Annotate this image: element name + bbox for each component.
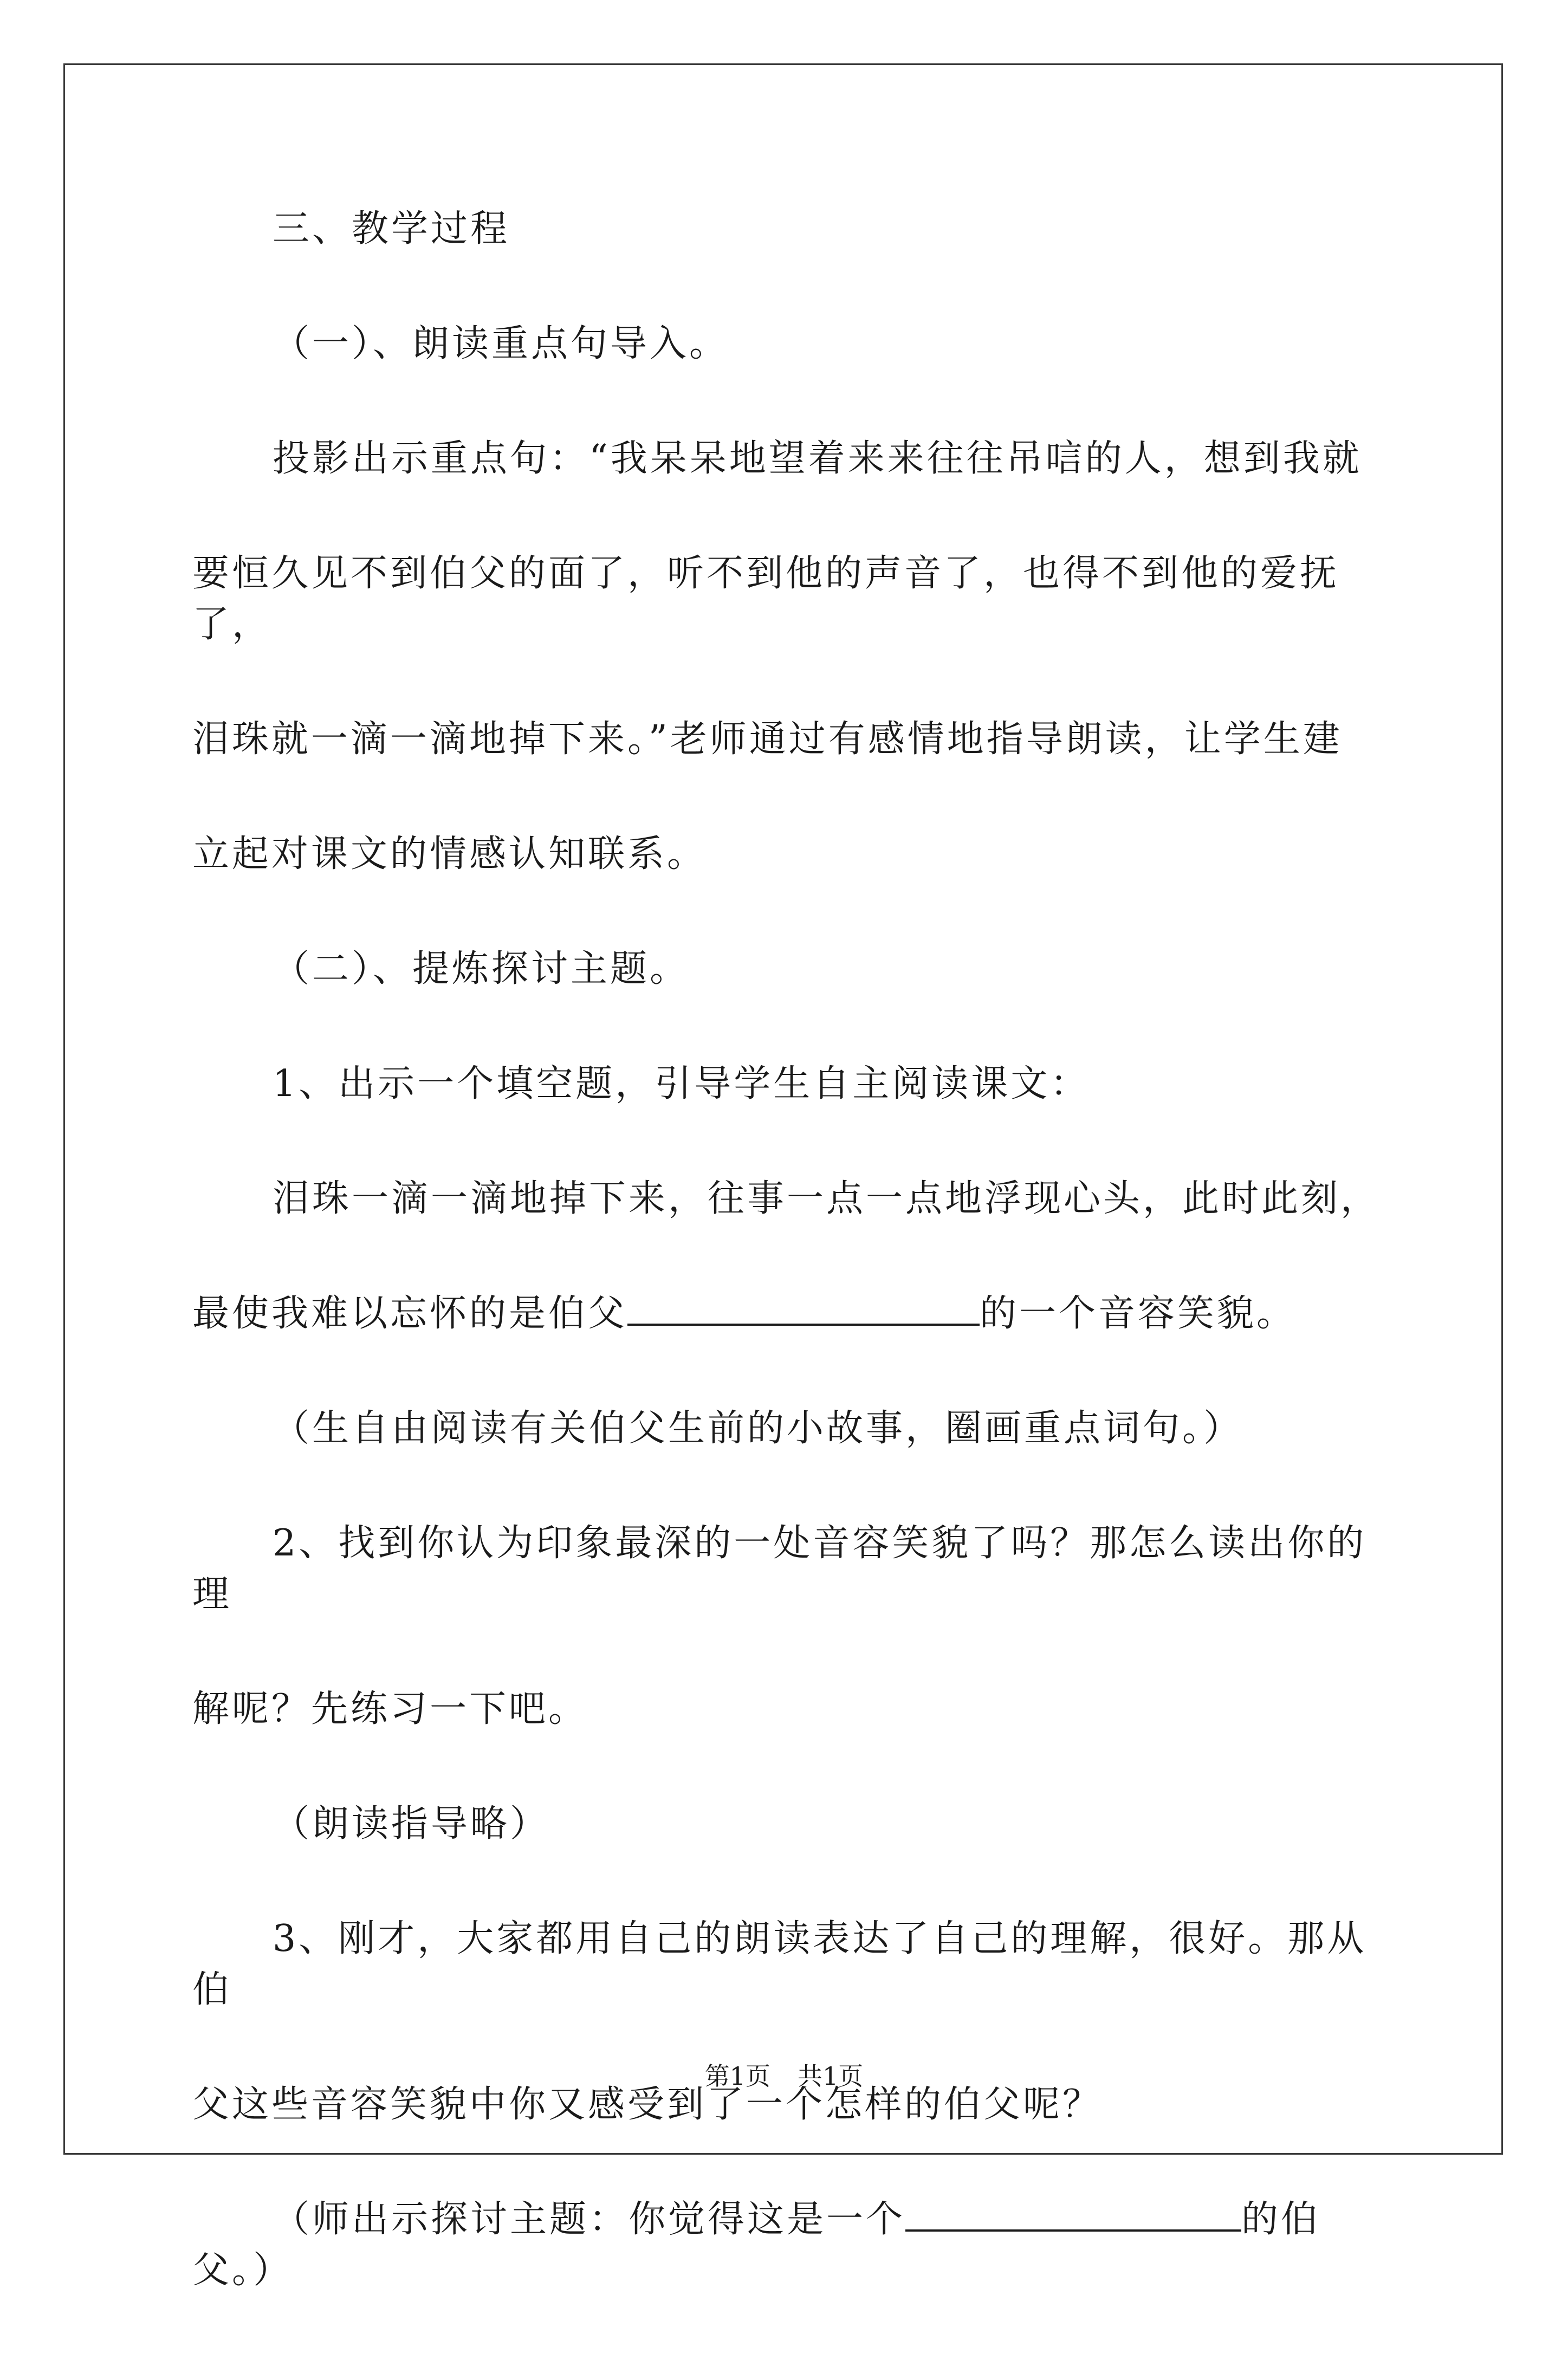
reading-guide-note: （朗读指导略） [273,1803,550,1845]
step-1: 1、出示一个填空题，引导学生自主阅读课文： [273,1062,1090,1105]
fill-blank-1 [627,1290,980,1326]
page-total: 共1页 [798,2061,864,2091]
discussion-topic: （师出示探讨主题：你觉得这是一个 的伯父。） [192,2194,1384,2296]
activity-note: （生自由阅读有关伯父生前的小故事，圈画重点词句。） [273,1407,1243,1450]
subsection-heading-1: （一）、朗读重点句导入。 [273,322,729,365]
page-footer [0,2060,1568,2092]
step-2: 2、找到你认为印象最深的一处音容笑貌了吗？那怎么读出你的理 解呢？先练习一下吧。 [192,1522,1367,1730]
fill-in-question-1: 泪珠一滴一滴地掉下来，往事一点一点地浮现心头，此时此刻， 最使我难以忘怀的是伯父 的一个音容笑貌。 [192,1177,1381,1335]
page-number: 第1页 [704,2061,770,2091]
subsection-heading-2: （二）、提炼探讨主题。 [273,948,690,990]
fill-blank-2 [905,2196,1241,2232]
section-heading: 三、教学过程 [273,208,510,250]
step-3: 3、刚才，大家都用自己的朗读表达了自己的理解，很好。那从伯 父这些音容笑貌中你又感受到了一个怎样的伯父呢？ [192,1917,1367,2126]
paragraph-key-sentence: 投影出示重点句：“我呆呆地望着来来往往吊唁的人，想到我就 要恒久见不到伯父的面了，听不到他的声音了，也得不到他的爱抚了， 泪珠就一滴一滴地掉下来。”老师通过有感情地指导朗读，让学生建 立起对课文的情感认知联系。 [192,437,1362,876]
document-body [192,204,1384,2360]
